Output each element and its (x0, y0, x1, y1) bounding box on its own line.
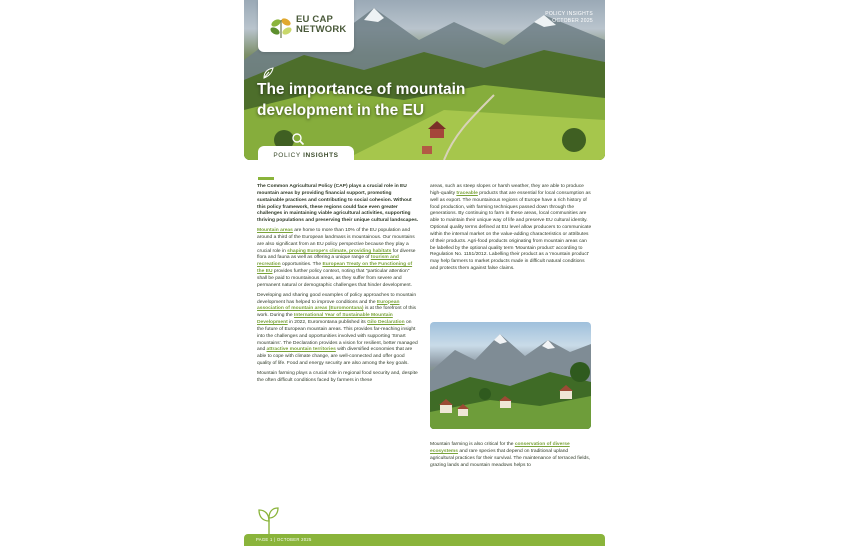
logo-text (296, 15, 346, 35)
hero-banner (244, 0, 605, 160)
paragraph-euromontana (257, 293, 419, 368)
footer-bar (244, 534, 605, 546)
mountain-village-photo (430, 322, 591, 429)
leaf-icon (261, 66, 275, 80)
paragraph-quality-products (430, 184, 592, 273)
column-right-top (430, 184, 592, 276)
link-attractive-territories[interactable]: attractive mountain territories (266, 347, 336, 353)
sprout-icon (256, 505, 282, 535)
column-left (257, 184, 419, 388)
logo-line-2: NETWORK (296, 24, 347, 35)
magnifier-icon (291, 132, 305, 146)
text-span: are home to more than 10% of the EU population and around a third of the European landmass is mountainous. Our mountains are also significant from an EU policy perspective because they play a crucial role in (257, 228, 415, 254)
link-traceable[interactable]: traceable (456, 190, 478, 196)
text-span: on the future of European mountain areas. This provides far-reaching insight into the challenges and opportunities involved with supporting 'Smart mountains'. The Declaration provides a vision for resilient, better managed and (257, 320, 418, 353)
tab-prefix: POLICY (273, 152, 304, 159)
meta-series: POLICY INSIGHTS (545, 11, 593, 17)
link-euromontana[interactable]: European association of mountain areas (Euromontana) (257, 299, 400, 312)
tab-bold: INSIGHTS (303, 152, 339, 159)
page-title: The importance of mountain development in the EU (257, 81, 466, 119)
link-international-year[interactable]: International Year of Sustainable Mountain Development (257, 313, 393, 326)
paragraph-mountain-farming: Mountain farming plays a crucial role in regional food security and, despite the often difficult conditions faced by farmers in these (257, 370, 418, 383)
footer-text: PAGE 1 | OCTOBER 2025 (256, 537, 312, 542)
text-span: provides further policy context, noting that "particular attention" shall be paid to mountainous areas, as they suffer from severe and permanent natural or demographic challenges that hinder development. (257, 269, 412, 288)
mountain-village-illustration (430, 322, 591, 429)
paragraph-mountain-areas (257, 228, 419, 290)
text-span: for diverse flora and fauna as well as offering a unique range of (257, 248, 416, 261)
text-span: and rare species that depend on traditional upland agricultural practices for their survival. The maintenance of terraced fields, grazing lands and mountain meadows helps to (430, 448, 591, 468)
link-tourism[interactable]: tourism and recreation (257, 255, 399, 268)
text-span: areas, such as steep slopes or harsh weather, they are able to produce high-quality (430, 184, 584, 196)
link-conservation-ecosystems[interactable]: conservation of diverse ecosystems (430, 442, 570, 454)
column-right-bottom (430, 442, 592, 472)
text-span: opportunities. The (280, 262, 323, 268)
lead-paragraph: The Common Agricultural Policy (CAP) plays a crucial role in EU mountain areas by providing financial support, promoting sustainable practices and contributing to social cohesion. Without this policy framework, these regions could face even greater challenges in maintaining viable agricultural activities, supporting thriving populations and preserving their unique cultural landscapes. (257, 184, 419, 224)
paragraph-ecosystems (430, 442, 592, 469)
link-shaping-climate[interactable]: shaping Europe's climate, providing habitats (287, 248, 392, 254)
link-mountain-areas[interactable]: Mountain areas (257, 228, 293, 234)
text-span: is at the forefront of this work. During the (257, 306, 416, 319)
text-span: products that are essential for local consumption as well as export. The mountainous regions of Europe have a rich history of food production, with farming techniques passed down through the generations. By continuing to farm in these areas, local communities are able to maintain their unique way of life and preserve EU cultural identity. Optional quality terms defined at EU level allow producers to communicate within the internal market on the value-adding characteristics or attributes of their products. Agri-food products originating from mountain areas can be labelled by the optional quality term 'Mountain product' according to Regulation No. 1151/2012. Labelling their product as a 'mountain product' may help farmers to market products made in difficult natural conditions and protects them against false claims. (430, 190, 592, 272)
link-eu-treaty[interactable]: European Treaty on the Functioning of the EU (257, 262, 413, 275)
logo-box[interactable] (258, 0, 354, 52)
hero-meta (545, 11, 593, 25)
text-span: Developing and sharing good examples of policy approaches to mountain development has helped to improve conditions and the (257, 292, 417, 305)
text-span: Mountain farming is also critical for the (430, 442, 515, 447)
eu-cap-network-logo (268, 14, 294, 40)
document-page (244, 0, 605, 546)
meta-date: OCTOBER 2025 (552, 18, 593, 24)
link-gilo-declaration[interactable]: Gilo Declaration (367, 320, 405, 326)
logo-line-1: EU CAP (296, 14, 334, 25)
policy-insights-tab (258, 146, 354, 164)
text-span: in 2022, Euromontana published its (287, 320, 368, 326)
text-span: with diversified economies that are able to cope with climate change, are well-connected and offer good quality of life. Food and energy security are also among the key goals. (257, 347, 413, 367)
accent-rule (258, 177, 274, 180)
